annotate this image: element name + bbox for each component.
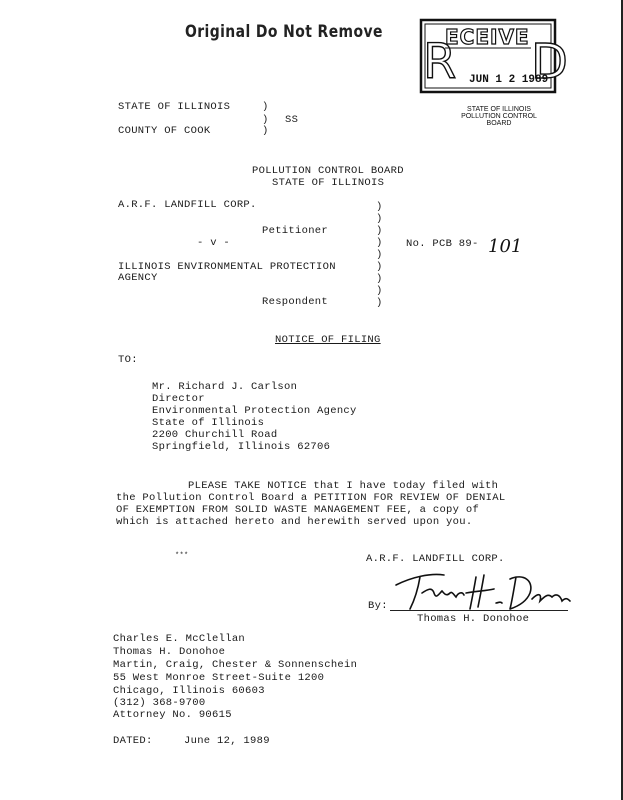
addressee-title: Director [152,393,205,405]
respondent-name-2: AGENCY [118,272,158,284]
caption-paren: ) [376,225,383,237]
addressee-city: Springfield, Illinois 62706 [152,441,331,453]
received-date: JUN 1 2 1989 [469,74,549,86]
signature-line [390,610,568,611]
caption-paren: ) [376,261,383,273]
received-agency-line2: POLLUTION CONTROL BOARD [461,113,537,127]
caption-paren: ) [376,285,383,297]
petitioner-label: Petitioner [262,225,329,237]
dated-value: June 12, 1989 [184,735,270,747]
addressee-name: Mr. Richard J. Carlson [152,381,298,393]
respondent-label: Respondent [262,296,329,308]
body-line: the Pollution Control Board a PETITION FOR REVIEW OF DENIAL [116,492,506,504]
body-line: which is attached hereto and herewith served upon you. [116,516,473,528]
caption-paren: ) [376,273,383,285]
signature-company: A.R.F. LANDFILL CORP. [366,553,505,565]
attorney-number: Attorney No. 90615 [113,709,232,721]
caption-paren: ) [376,237,383,249]
venue-bracket: ) [262,125,269,137]
by-label: By: [368,600,388,612]
svg-text:R: R [423,34,457,90]
versus: - v - [197,237,231,249]
addressee-street: 2200 Churchill Road [152,429,278,441]
board-state: STATE OF ILLINOIS [272,177,385,189]
received-stamp-frame [419,18,568,110]
attorney-phone: (312) 368-9700 [113,697,206,709]
addressee-agency: Environmental Protection Agency [152,405,357,417]
body-line: OF EXEMPTION FROM SOLID WASTE MANAGEMENT FEE, a copy of [116,504,480,516]
attorney-street: 55 West Monroe Street-Suite 1200 [113,672,325,684]
attorney-line: Thomas H. Donohoe [113,646,226,658]
dated-label: DATED: [113,735,153,747]
handwritten-signature [392,563,572,615]
venue-bracket: ) [262,114,269,126]
received-stamp [419,18,568,127]
caption-paren: ) [376,297,383,309]
caption-paren: ) [376,201,383,213]
caption-paren: ) [376,249,383,261]
original-do-not-remove-stamp: Original Do Not Remove [185,22,383,42]
petitioner-name: A.R.F. LANDFILL CORP. [118,199,257,211]
svg-text:ECEIVE: ECEIVE [445,25,530,49]
attorney-city: Chicago, Illinois 60603 [113,685,265,697]
received-agency [449,106,549,127]
addressee-state: State of Illinois [152,417,265,429]
attorney-line: Charles E. McClellan [113,633,246,645]
venue-county: COUNTY OF COOK [118,125,211,137]
received-agency-line1: STATE OF ILLINOIS [467,106,531,113]
signer-name: Thomas H. Donohoe [417,613,530,625]
body-line: PLEASE TAKE NOTICE that I have today filed with [188,480,499,492]
venue-ss: SS [285,114,299,126]
caption-paren: ) [376,213,383,225]
case-number: No. PCB 89- [406,238,479,250]
notice-title: NOTICE OF FILING [275,334,381,346]
case-number-handwritten: 101 [488,236,523,257]
mark: *** [175,552,189,560]
venue-state: STATE OF ILLINOIS [118,101,231,113]
attorney-firm: Martin, Craig, Chester & Sonnenschein [113,659,358,671]
svg-text:D: D [531,34,568,90]
venue-bracket: ) [262,101,269,113]
to-label: TO: [118,354,138,366]
respondent-name: ILLINOIS ENVIRONMENTAL PROTECTION [118,261,336,273]
board-name: POLLUTION CONTROL BOARD [252,165,404,177]
